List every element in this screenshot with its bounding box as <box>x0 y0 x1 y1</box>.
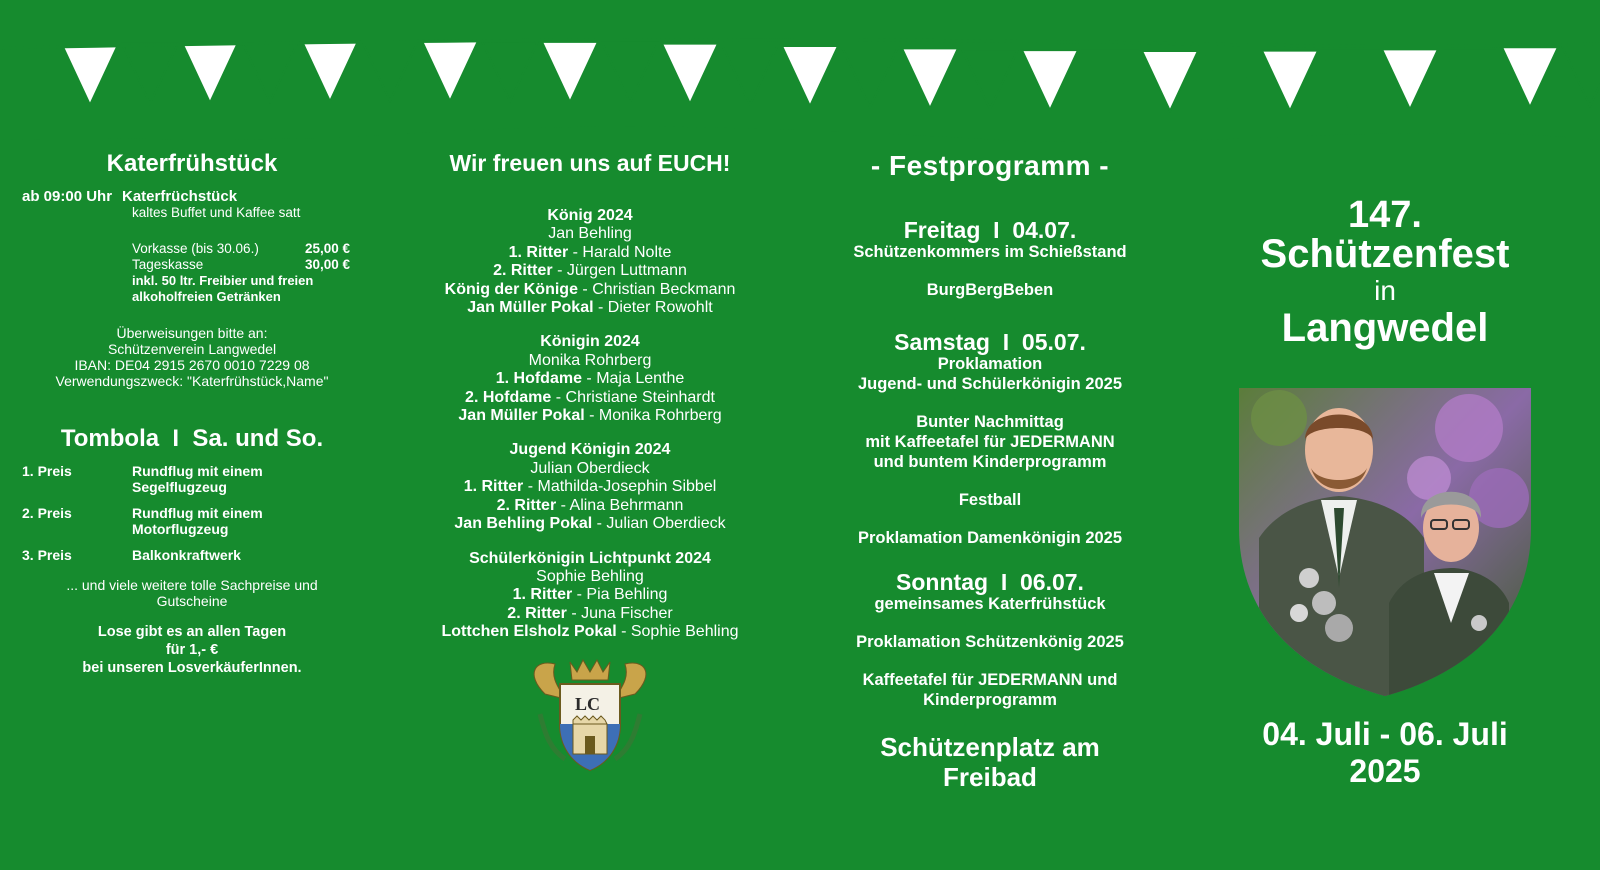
program-event: Bunter Nachmittag <box>916 413 1064 431</box>
bunting-flag <box>1082 51 1138 111</box>
svg-text:LC: LC <box>575 693 601 714</box>
bunting-flag <box>1022 50 1078 110</box>
event-dates <box>1215 716 1555 790</box>
royal-name: Jan Behling <box>548 225 632 243</box>
royal-heading: Königin 2024 <box>540 333 640 351</box>
royal-role: 1. Hofdame <box>495 370 582 388</box>
bunting-banner <box>0 0 1600 160</box>
royal-role: 1. Ritter <box>508 243 569 261</box>
royal-person: - Pia Behling <box>572 586 668 604</box>
column-royals <box>405 150 775 779</box>
royal-role: 2. Ritter <box>507 604 567 622</box>
door-price: 30,00 € <box>304 257 350 272</box>
bunting-flag <box>362 41 418 101</box>
bunting-flag <box>422 41 478 101</box>
presale-price: 25,00 € <box>304 241 350 256</box>
prize-text: Segelflugzeug <box>132 479 227 495</box>
bunting-flag <box>1202 51 1258 111</box>
program-event: Proklamation Schützenkönig 2025 <box>856 633 1124 651</box>
royal-person: - Mathilda-Josephin Sibbel <box>523 478 717 496</box>
presale-label: Vorkasse (bis 30.06.) <box>132 241 259 256</box>
event-in: in <box>1374 275 1396 306</box>
bunting-flag <box>2 46 58 106</box>
program-event: Festball <box>958 491 1022 509</box>
incl-line2: alkoholfreien Getränken <box>132 289 281 304</box>
venue-line: Freibad <box>943 762 1037 792</box>
lose-line: bei unseren LosverkäuferInnen. <box>82 660 302 676</box>
royal-role: 2. Ritter <box>496 496 557 514</box>
royal-name: Julian Oberdieck <box>530 459 650 477</box>
royal-role: König der Könige <box>444 280 578 298</box>
royal-person: - Harald Nolte <box>568 243 672 261</box>
prize-text: Motorflugzeug <box>132 521 229 537</box>
bunting-flag <box>302 41 358 101</box>
royal-block <box>405 550 775 642</box>
edition-number: 147. <box>1348 194 1422 236</box>
program-event: und buntem Kinderprogramm <box>873 453 1107 471</box>
venue <box>820 732 1160 792</box>
prize-text: Rundflug mit einem <box>132 463 263 479</box>
venue-line: Schützenplatz am <box>880 732 1100 762</box>
prize-rank: 1. Preis <box>22 463 72 479</box>
bunting-flag <box>1442 48 1498 108</box>
royal-person: - Alina Behrmann <box>556 496 684 514</box>
column-festprogramm <box>820 150 1160 792</box>
day-saturday: Samstag I 05.07. <box>894 329 1086 355</box>
royal-person: - Christiane Steinhardt <box>551 388 715 406</box>
royal-role: Jan Behling Pokal <box>454 515 593 533</box>
kater-time: ab 09:00 Uhr <box>22 188 113 205</box>
royal-person: - Jürgen Luttmann <box>552 262 687 280</box>
royal-person: - Juna Fischer <box>566 604 673 622</box>
bunting-flag <box>1322 50 1378 110</box>
bunting-flag <box>1562 46 1600 106</box>
bunting-flag <box>242 42 298 102</box>
bunting-flag <box>602 43 658 103</box>
bunting-flag <box>1382 49 1438 109</box>
program-event: Jugend- und Schülerkönigin 2025 <box>857 375 1123 393</box>
bunting-flag <box>482 41 538 101</box>
bank-line: Verwendungszweck: "Katerfrühstück,Name" <box>55 373 329 389</box>
kater-event: Katerfrüchstück <box>122 188 238 205</box>
event-name: Schützenfest <box>1260 232 1510 276</box>
bank-line: Schützenverein Langwedel <box>107 341 277 357</box>
royal-heading: Jugend Königin 2024 <box>509 441 671 459</box>
program-event: Schützenkommers im Schießstand <box>853 243 1127 261</box>
bunting-flag <box>902 48 958 108</box>
prize-row <box>22 463 362 495</box>
royal-role: Lottchen Elsholz Pokal <box>441 623 617 641</box>
prize-row <box>22 547 362 563</box>
column-katerfruehstueck <box>22 150 362 677</box>
prize-rank: 3. Preis <box>22 547 72 563</box>
royal-role: 2. Hofdame <box>465 388 552 406</box>
bunting-flag <box>62 45 118 105</box>
program-event: gemeinsames Katerfrühstück <box>874 595 1106 613</box>
day-sunday: Sonntag I 06.07. <box>896 569 1084 595</box>
program-event: Proklamation <box>937 355 1043 373</box>
prize-row <box>22 505 362 537</box>
bunting-flag <box>122 44 178 104</box>
event-year: 2025 <box>1349 753 1421 789</box>
lose-line: Lose gibt es an allen Tagen <box>97 624 287 640</box>
bunting-flag <box>1262 51 1318 111</box>
coat-of-arms-icon <box>525 654 655 774</box>
royal-role: 1. Ritter <box>512 586 573 604</box>
royal-name: Monika Rohrberg <box>528 351 652 369</box>
incl-line1: inkl. 50 ltr. Freibier und freien <box>132 273 314 288</box>
program-event: mit Kaffeetafel für JEDERMANN <box>865 433 1115 451</box>
event-town: Langwedel <box>1281 306 1489 350</box>
column-title <box>1215 150 1555 790</box>
bunting-flag <box>1142 51 1198 111</box>
royal-person: - Julian Oberdieck <box>592 515 726 533</box>
royal-heading: Schülerkönigin Lichtpunkt 2024 <box>469 549 711 567</box>
bunting-flag <box>722 45 778 105</box>
royal-person: - Maja Lenthe <box>581 370 685 388</box>
royal-block <box>405 333 775 425</box>
royal-name: Sophie Behling <box>536 567 644 585</box>
royal-block <box>405 441 775 533</box>
bunting-flag <box>842 47 898 107</box>
royals-title: Wir freuen uns auf EUCH! <box>449 150 731 176</box>
program-event: BurgBergBeben <box>926 281 1054 299</box>
program-event: Kinderprogramm <box>923 691 1057 709</box>
bunting-flag <box>542 42 598 102</box>
door-label: Tageskasse <box>132 257 204 272</box>
katerfruehstueck-title: Katerfrühstück <box>106 150 278 177</box>
royal-role: Jan Müller Pokal <box>467 299 594 317</box>
bank-line: Überweisungen bitte an: <box>116 325 268 341</box>
date-range: 04. Juli - 06. Juli <box>1262 716 1508 752</box>
royal-role: 2. Ritter <box>493 262 553 280</box>
royal-couple-photo <box>1239 388 1531 698</box>
royal-role: 1. Ritter <box>463 478 524 496</box>
program-event: Kaffeetafel für JEDERMANN und <box>862 671 1118 689</box>
royal-role: Jan Müller Pokal <box>458 407 585 425</box>
bunting-flag <box>1502 47 1558 107</box>
royal-block <box>405 207 775 317</box>
bunting-flag <box>182 43 238 103</box>
program-event: Proklamation Damenkönigin 2025 <box>857 529 1123 547</box>
day-friday: Freitag I 04.07. <box>903 217 1077 243</box>
bank-line: IBAN: DE04 2915 2670 0010 7229 08 <box>74 357 310 373</box>
royal-person: - Monika Rohrberg <box>584 407 722 425</box>
royal-person: - Dieter Rowohlt <box>593 299 713 317</box>
royal-person: - Sophie Behling <box>616 623 739 641</box>
bunting-flag <box>662 44 718 104</box>
kater-desc: kaltes Buffet und Kaffee satt <box>132 205 301 220</box>
prize-text: Balkonkraftwerk <box>132 547 241 563</box>
more-prizes: Gutscheine <box>156 593 228 609</box>
more-prizes: ... und viele weitere tolle Sachpreise und <box>66 577 318 593</box>
lose-line: für 1,- € <box>165 642 219 658</box>
bunting-flag <box>962 49 1018 109</box>
program-title: - Festprogramm - <box>870 150 1110 181</box>
tombola-title: Tombola I Sa. und So. <box>60 425 324 452</box>
prize-text: Rundflug mit einem <box>132 505 263 521</box>
bunting-flag <box>782 46 838 106</box>
royal-person: - Christian Beckmann <box>577 280 736 298</box>
royal-heading: König 2024 <box>547 207 633 224</box>
prize-rank: 2. Preis <box>22 505 72 521</box>
